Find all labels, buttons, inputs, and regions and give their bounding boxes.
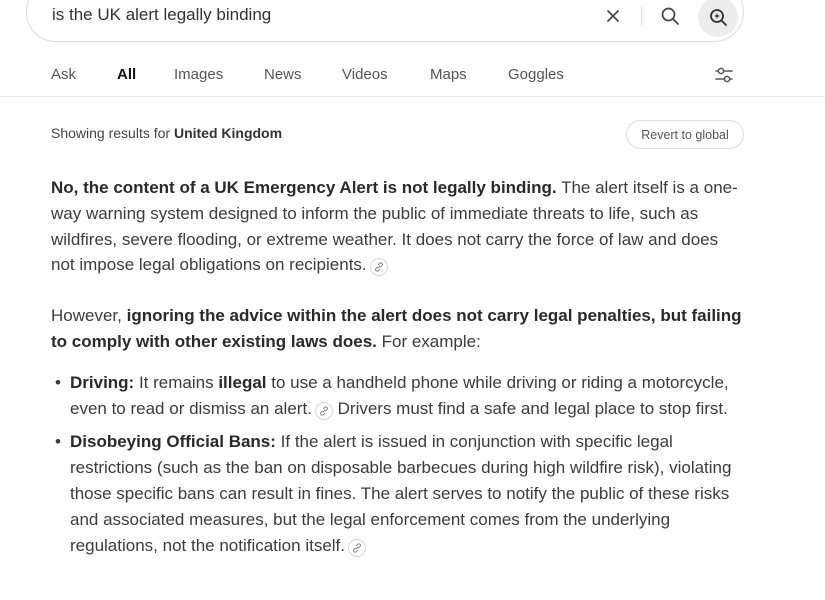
lens-search-icon — [708, 7, 728, 27]
list-item — [70, 370, 746, 422]
bullet-title: Disobeying Official Bans: — [70, 432, 276, 452]
search-input[interactable]: is the UK alert legally binding — [52, 5, 272, 24]
ai-answer — [51, 175, 746, 566]
bullet-bold: illegal — [218, 372, 267, 392]
answer-bullets — [51, 370, 746, 559]
link-icon — [319, 406, 329, 416]
answer-p1-text: The alert itself is a one-way warning system designed to inform the public of immediate threats to life, such as wildfires, severe flooding, or extreme weather. It does not carry the force of law and does not impose legal obligations on recipients. — [51, 178, 738, 275]
search-divider — [641, 7, 642, 25]
clear-search-button[interactable] — [600, 3, 626, 29]
search-icon — [660, 6, 680, 26]
filter-sliders-icon — [714, 66, 734, 84]
bullet-text: If the alert is issued in conjunction with specific legal restrictions (such as the ban on disposable barbecues during high wildfire risk), violating those specific bans can result in fines. The alert serves to notify the public of these risks and associated measures, but the legal enforcement comes from the underlying regulations, not the notification itself. — [70, 432, 732, 555]
tabs-divider — [0, 96, 825, 97]
tab-images[interactable]: Images — [174, 66, 224, 83]
revert-to-global-button[interactable]: Revert to global — [626, 120, 744, 149]
answer-p2-text2: For example: — [376, 331, 481, 351]
tab-all[interactable]: All — [117, 66, 137, 83]
search-button[interactable] — [657, 3, 683, 29]
region-notice — [51, 125, 282, 141]
link-icon — [374, 262, 384, 272]
bullet-text: to use a handheld phone while driving or riding a motorcycle, even to read or dismiss an alert. — [70, 372, 729, 418]
bullet-text: It remains — [134, 372, 219, 392]
answer-paragraph-1 — [51, 175, 746, 278]
tab-maps[interactable]: Maps — [430, 66, 467, 83]
link-icon — [352, 543, 362, 553]
region-prefix: Showing results for — [51, 125, 174, 141]
answer-p1-bold: No, the content of a UK Emergency Alert is not legally binding. — [51, 178, 557, 197]
bullet-text: Drivers must find a safe and legal place to stop first. — [332, 398, 728, 418]
answer-p2-bold: ignoring the advice within the alert does not carry legal penalties, but failing to comply with other existing laws does. — [51, 306, 742, 351]
citation-link-3[interactable] — [348, 539, 366, 557]
citation-link-2[interactable] — [315, 402, 333, 420]
answer-p2-text1: However, — [51, 306, 127, 326]
search-box[interactable] — [26, 0, 744, 42]
tab-news[interactable]: News — [264, 66, 302, 83]
list-item — [70, 429, 746, 558]
search-tabs — [0, 60, 825, 90]
region-name: United Kingdom — [173, 125, 283, 141]
bullet-title: Driving: — [70, 372, 135, 392]
tab-videos[interactable]: Videos — [342, 66, 388, 83]
close-icon — [605, 8, 621, 24]
citation-link-1[interactable] — [370, 258, 388, 276]
answer-paragraph-2 — [51, 303, 746, 355]
tab-goggles[interactable]: Goggles — [508, 66, 564, 83]
tab-ask[interactable]: Ask — [51, 66, 77, 83]
filter-button[interactable] — [712, 64, 736, 86]
lens-search-button[interactable] — [698, 0, 738, 37]
